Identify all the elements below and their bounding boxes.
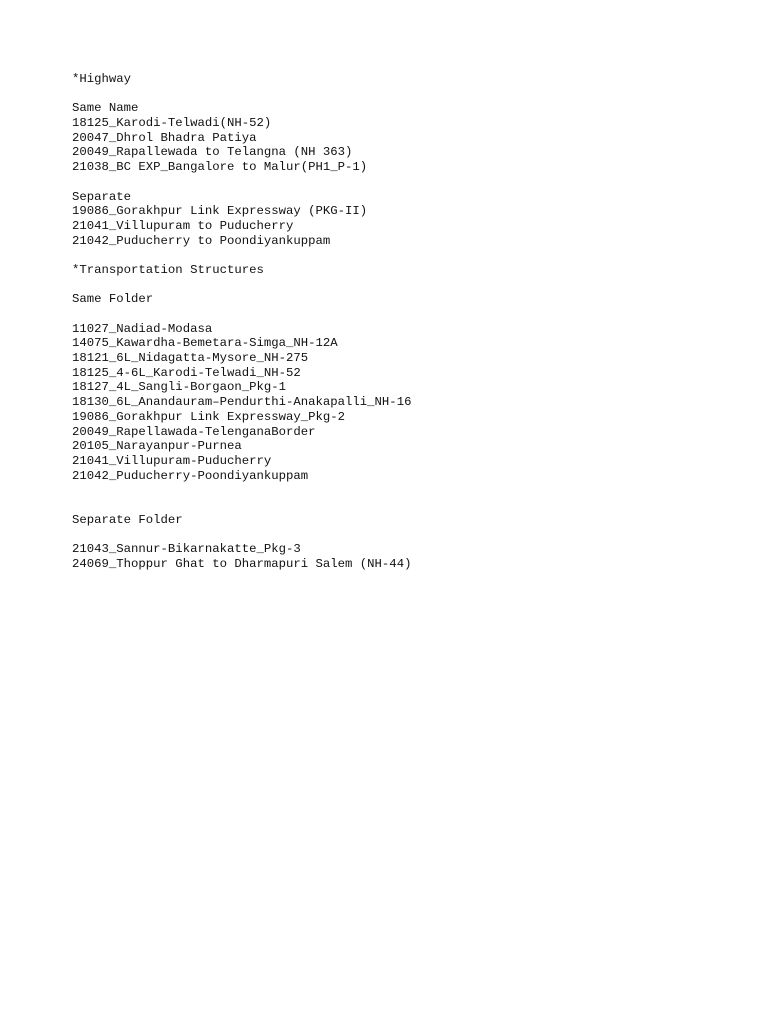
list-item: 20047_Dhrol Bhadra Patiya: [72, 130, 257, 145]
transportation-heading: *Transportation Structures: [72, 262, 264, 277]
separate-folder-label: Separate Folder: [72, 512, 183, 527]
spacer: [72, 248, 752, 263]
list-item: 20049_Rapellawada-TelenganaBorder: [72, 424, 316, 439]
list-item: 21038_BC EXP_Bangalore to Malur(PH1_P-1): [72, 160, 368, 175]
same-folder-label: Same Folder: [72, 292, 154, 307]
list-item: 24069_Thoppur Ghat to Dharmapuri Salem (NH-44): [72, 556, 412, 571]
list-item: 20049_Rapallewada to Telangna (NH 363): [72, 145, 353, 160]
list-item: 11027_Nadiad-Modasa: [72, 321, 213, 336]
spacer: [72, 498, 752, 513]
spacer: [72, 278, 752, 293]
list-item: 18130_6L_Anandauram–Pendurthi-Anakapalli_NH-16: [72, 395, 412, 410]
list-item: 21043_Sannur-Bikarnakatte_Pkg-3: [72, 542, 301, 556]
separate-label: Separate: [72, 189, 132, 204]
list-item: 20105_Narayanpur-Purnea: [72, 439, 242, 454]
list-item: 21042_Puducherry to Poondiyankuppam: [72, 233, 331, 248]
list-item: 18125_4-6L_Karodi-Telwadi_NH-52: [72, 365, 301, 380]
same-name-label: Same Name: [72, 101, 139, 116]
spacer: [72, 307, 752, 322]
list-item: 18125_Karodi-Telwadi(NH-52): [72, 116, 272, 131]
spacer: [72, 483, 752, 498]
spacer: [72, 87, 752, 102]
list-item: 18127_4L_Sangli-Borgaon_Pkg-1: [72, 380, 287, 395]
list-item: 14075_Kawardha-Bemetara-Simga_NH-12A: [72, 336, 338, 351]
spacer: [72, 527, 752, 542]
list-item: 19086_Gorakhpur Link Expressway (PKG-II): [72, 204, 368, 219]
list-item: 21041_Villupuram to Puducherry: [72, 218, 294, 233]
list-item: 18121_6L_Nidagatta-Mysore_NH-275: [72, 351, 309, 366]
spacer: [72, 175, 752, 190]
list-item: 21041_Villupuram-Puducherry: [72, 453, 272, 468]
list-item: 19086_Gorakhpur Link Expressway_Pkg-2: [72, 409, 346, 424]
highway-heading: *Highway: [72, 72, 132, 86]
document-page: [72, 72, 752, 571]
list-item: 21042_Puducherry-Poondiyankuppam: [72, 468, 309, 483]
